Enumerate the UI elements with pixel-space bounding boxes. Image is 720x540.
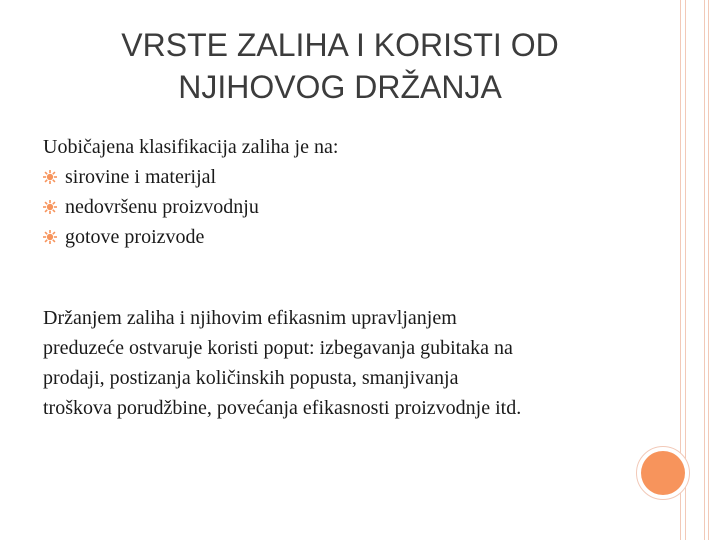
slide-title <box>40 24 640 108</box>
body-paragraph <box>43 303 653 423</box>
bullet-list <box>43 162 643 252</box>
slide-content <box>43 132 643 252</box>
title-line-2: NJIHOVOG DRŽANJA <box>178 69 502 105</box>
title-line-1: VRSTE ZALIHA I KORISTI OD <box>121 27 559 63</box>
sun-bullet-icon <box>43 230 57 244</box>
paragraph-line: prodaji, postizanja količinskih popusta, smanjivanja <box>43 367 459 389</box>
paragraph-line: preduzeće ostvaruje koristi poput: izbegavanja gubitaka na <box>43 337 513 359</box>
decorative-orange-circle <box>641 451 685 495</box>
intro-text: Uobičajena klasifikacija zaliha je na: <box>43 136 339 158</box>
decorative-border-line <box>708 0 709 540</box>
bullet-text: nedovršenu proizvodnju <box>65 196 259 218</box>
list-item <box>43 222 643 252</box>
paragraph-line: Držanjem zaliha i njihovim efikasnim upravljanjem <box>43 307 457 329</box>
list-item <box>43 162 643 192</box>
paragraph-line: troškova porudžbine, povećanja efikasnosti proizvodnje itd. <box>43 397 522 419</box>
bullet-text: sirovine i materijal <box>65 166 217 188</box>
sun-bullet-icon <box>43 170 57 184</box>
sun-bullet-icon <box>43 200 57 214</box>
decorative-border-line <box>704 0 705 540</box>
bullet-text: gotove proizvode <box>65 226 205 248</box>
list-item <box>43 192 643 222</box>
